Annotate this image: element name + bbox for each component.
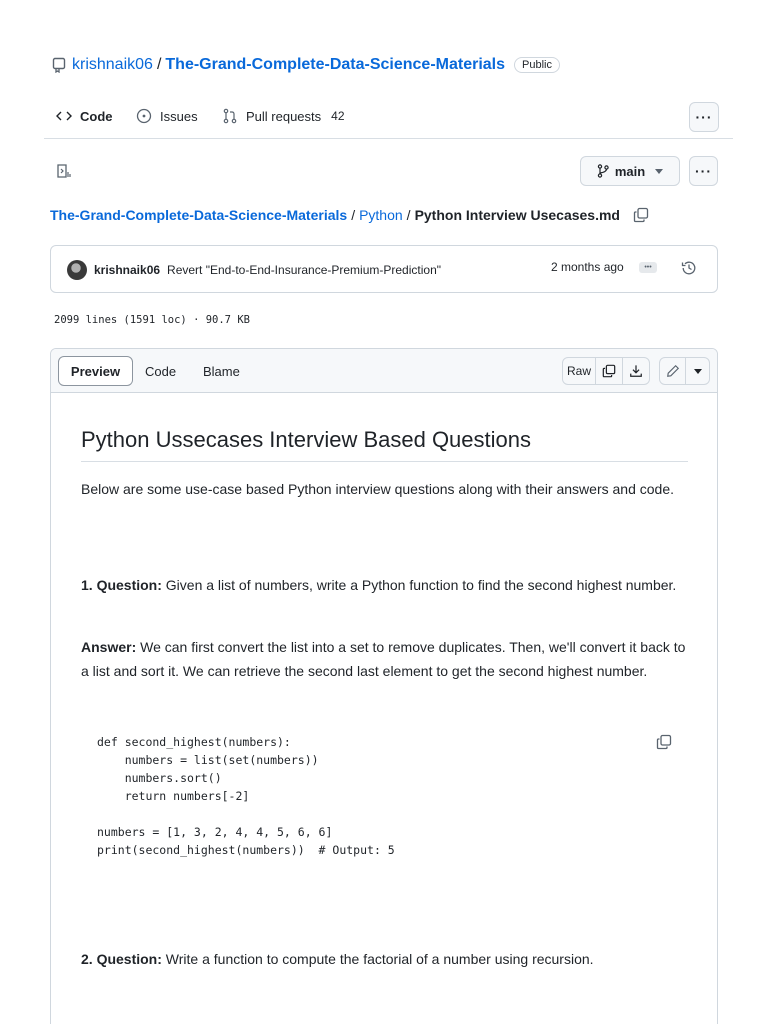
- history-icon[interactable]: [681, 260, 697, 276]
- download-button[interactable]: [622, 357, 650, 385]
- tab-code[interactable]: [56, 96, 113, 136]
- copy-icon: [602, 364, 616, 378]
- issue-icon: [136, 108, 152, 124]
- edit-button[interactable]: [659, 357, 686, 385]
- branch-icon: [597, 164, 609, 178]
- question-2-label: 2. Question:: [81, 951, 162, 967]
- breadcrumb-file: Python Interview Usecases.md: [414, 207, 620, 223]
- code-snippet: def second_highest(numbers): numbers = list(set(numbers)) numbers.sort() return numbers[-2] numbers = [1, 3, 2, 4, 4, 5, 6, 6] print(second_highest(numbers)) # Output: 5: [97, 735, 395, 857]
- question-2: [81, 947, 688, 971]
- copy-icon[interactable]: [656, 734, 672, 750]
- edit-options-button[interactable]: [685, 357, 710, 385]
- tab-blame[interactable]: Blame: [203, 363, 240, 379]
- file-viewer: [50, 348, 718, 1024]
- tab-issues-label: Issues: [160, 108, 198, 124]
- breadcrumb-separator: /: [406, 207, 411, 223]
- breadcrumb-folder-link[interactable]: Python: [359, 207, 403, 223]
- tab-code-label: Code: [80, 108, 113, 124]
- tab-code-view[interactable]: Code: [145, 363, 177, 379]
- tab-pull-requests-label: Pull requests: [246, 108, 322, 124]
- repo-nav: [44, 96, 733, 139]
- repo-header: [52, 54, 560, 76]
- commit-author[interactable]: krishnaik06: [94, 263, 161, 277]
- commit-expand-button[interactable]: •••: [639, 262, 657, 273]
- file-toolbar: [51, 349, 717, 393]
- pull-requests-count: 42: [331, 109, 345, 123]
- pencil-icon: [666, 364, 680, 378]
- question-1-label: 1. Question:: [81, 577, 162, 593]
- answer-1: [81, 635, 688, 683]
- page-title: Python Ussecases Interview Based Questions: [81, 427, 688, 462]
- pull-request-icon: [222, 108, 238, 124]
- file-more-button[interactable]: ···: [689, 156, 718, 186]
- file-info: 2099 lines (1591 loc) · 90.7 KB: [54, 314, 250, 326]
- branch-name: main: [614, 163, 646, 179]
- branch-select-button[interactable]: [580, 156, 680, 186]
- answer-1-text: We can first convert the list into a set to remove duplicates. Then, we'll convert it back to a list and sort it. We can retrieve the second last element to get the second highest number.: [81, 639, 686, 679]
- copy-icon[interactable]: [633, 207, 649, 223]
- chevron-down-icon: [694, 369, 702, 374]
- raw-button[interactable]: Raw: [562, 357, 596, 385]
- tab-pull-requests[interactable]: [222, 96, 345, 136]
- latest-commit-box: [50, 245, 718, 293]
- download-icon: [629, 364, 643, 378]
- commit-message[interactable]: Revert "End-to-End-Insurance-Premium-Prediction": [167, 263, 442, 277]
- sidebar-expand-icon[interactable]: [56, 163, 72, 179]
- answer-1-label: Answer:: [81, 639, 137, 655]
- visibility-badge: Public: [514, 57, 560, 73]
- breadcrumb: [50, 205, 649, 225]
- question-1: [81, 573, 688, 597]
- code-icon: [56, 110, 72, 122]
- repo-name-link[interactable]: The-Grand-Complete-Data-Science-Materials: [165, 56, 506, 73]
- breadcrumb-root-link[interactable]: The-Grand-Complete-Data-Science-Materials: [50, 207, 348, 223]
- question-2-text: Write a function to compute the factorial of a number using recursion.: [161, 951, 594, 967]
- avatar: [67, 260, 87, 280]
- tab-issues[interactable]: [136, 96, 198, 136]
- repo-icon: [52, 57, 66, 73]
- commit-info: [67, 260, 441, 280]
- tab-preview[interactable]: Preview: [58, 356, 133, 386]
- repo-separator: /: [156, 56, 162, 73]
- nav-more-button[interactable]: ···: [689, 102, 719, 132]
- repo-owner-link[interactable]: krishnaik06: [72, 56, 153, 73]
- question-1-text: Given a list of numbers, write a Python function to find the second highest number.: [161, 577, 677, 593]
- chevron-down-icon: [655, 169, 663, 174]
- commit-time-label: 2 months ago: [551, 260, 624, 274]
- copy-raw-button[interactable]: [595, 357, 623, 385]
- code-block: [81, 721, 688, 869]
- commit-time: [551, 260, 624, 274]
- intro-paragraph: Below are some use-case based Python interview questions along with their answers and code.: [81, 481, 674, 497]
- breadcrumb-separator: /: [351, 207, 356, 223]
